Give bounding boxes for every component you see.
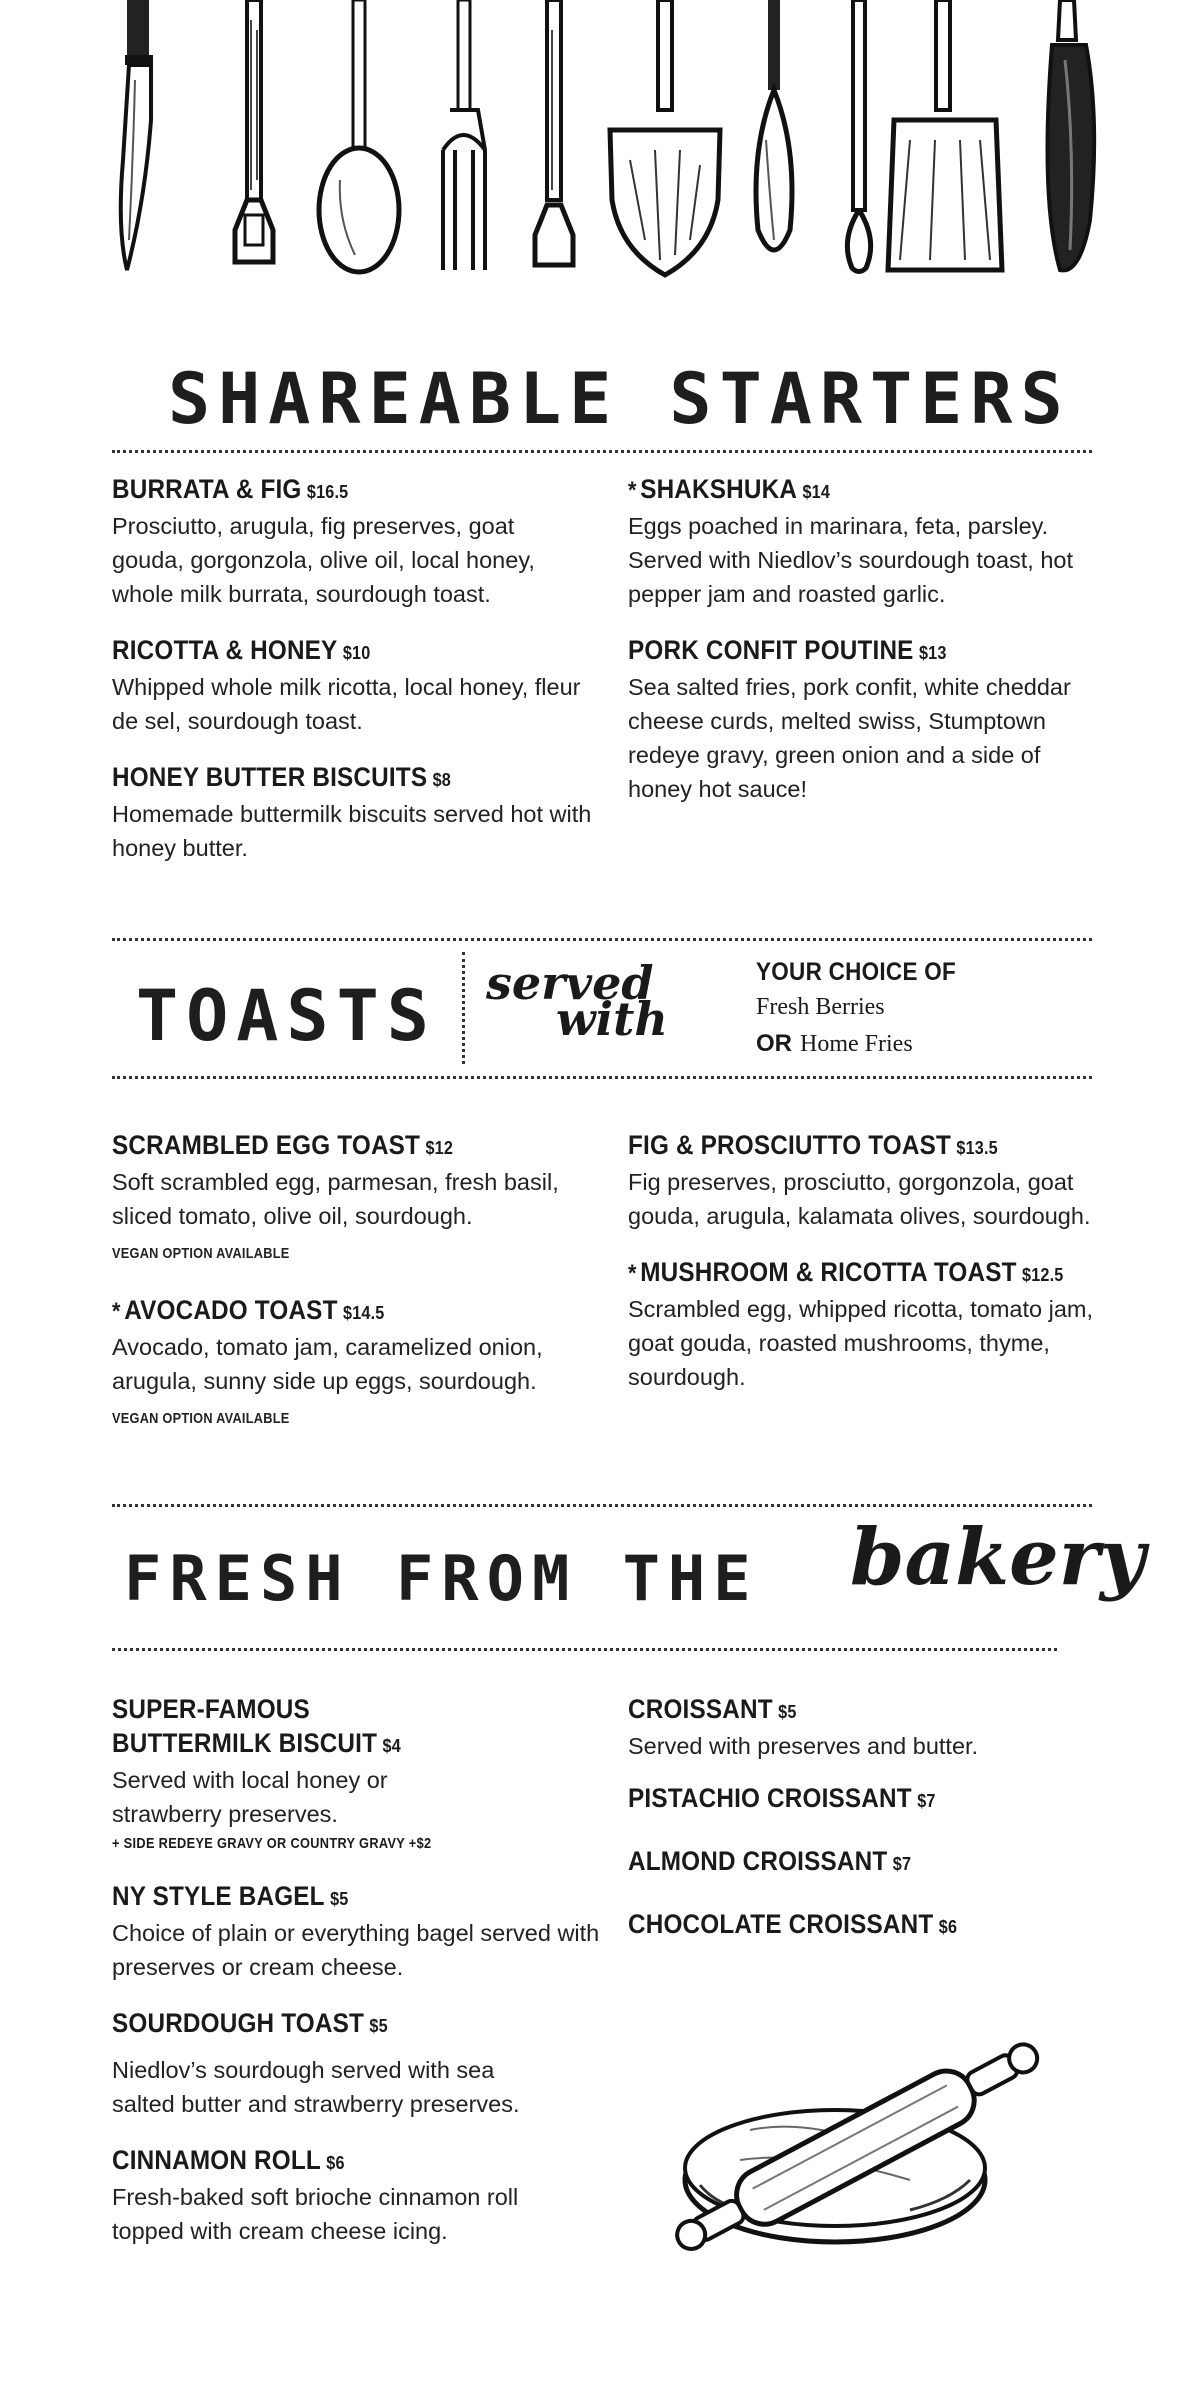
menu-item xyxy=(112,760,592,865)
item-name: PORK CONFIT POUTINE $13 xyxy=(628,635,947,665)
menu-item xyxy=(628,1844,1098,1881)
star-icon: * xyxy=(628,477,637,504)
menu-item xyxy=(112,2143,612,2248)
item-note: + SIDE REDEYE GRAVY OR COUNTRY GRAVY +$2 xyxy=(112,1835,432,1852)
menu-item xyxy=(628,1907,1098,1944)
starters-right-column xyxy=(628,472,1098,828)
menu-item xyxy=(112,633,592,738)
vertical-divider xyxy=(462,952,465,1064)
item-description: Avocado, tomato jam, caramelized onion, arugula, sunny side up eggs, sourdough. VEGAN OPTION AVAILABLE xyxy=(112,1330,612,1436)
item-price: $12 xyxy=(425,1138,454,1158)
or-label: OR xyxy=(756,1030,792,1057)
menu-item xyxy=(628,1781,1098,1818)
toasts-right-column xyxy=(628,1128,1098,1416)
menu-item xyxy=(112,1293,612,1436)
toasts-left-column xyxy=(112,1128,612,1458)
item-price: $7 xyxy=(892,1854,912,1874)
bakery-left-column xyxy=(112,1692,612,2270)
item-description: Sea salted fries, pork confit, white cheddar cheese curds, melted swiss, Stumptown redeye gravy, green onion and a side of honey hot sauce! xyxy=(628,674,1071,802)
item-description: Prosciutto, arugula, fig preserves, goat gouda, gorgonzola, olive oil, local honey, whole milk burrata, sourdough toast. xyxy=(112,513,535,607)
menu-item xyxy=(628,1692,1098,1763)
shovel-handle-icon xyxy=(525,0,585,285)
menu-item xyxy=(112,2006,612,2121)
item-price: $14.5 xyxy=(343,1303,385,1323)
item-price: $7 xyxy=(917,1791,936,1811)
star-icon: * xyxy=(628,1260,637,1287)
menu-item xyxy=(628,1255,1098,1394)
menu-item xyxy=(112,1692,612,1857)
divider xyxy=(112,1648,1057,1651)
item-price: $5 xyxy=(778,1702,797,1722)
garden-spade-icon xyxy=(600,0,730,285)
item-name: CHOCOLATE CROISSANT $6 xyxy=(628,1909,958,1939)
item-name: FIG & PROSCIUTTO TOAST $13.5 xyxy=(628,1130,998,1160)
item-description: Eggs poached in marinara, feta, parsley. Served with Niedlov’s sourdough toast, hot pepper jam and roasted garlic. xyxy=(628,513,1074,607)
item-description: Niedlov’s sourdough served with sea salted butter and strawberry preserves. xyxy=(112,2057,520,2117)
item-price: $14 xyxy=(802,482,831,502)
item-price: $5 xyxy=(369,2016,388,2036)
item-price: $4 xyxy=(382,1736,401,1756)
menu-item xyxy=(628,472,1098,611)
item-name: CROISSANT $5 xyxy=(628,1694,797,1724)
menu-item xyxy=(628,1128,1098,1233)
item-name: NY STYLE BAGEL $5 xyxy=(112,1881,349,1911)
fork-icon xyxy=(425,0,505,285)
bakery-heading: FRESH FROM THE xyxy=(124,1542,759,1615)
item-price: $6 xyxy=(938,1917,958,1937)
loop-tool-icon xyxy=(740,0,810,285)
star-icon: * xyxy=(112,1298,121,1325)
item-description: Choice of plain or everything bagel served with preserves or cream cheese. xyxy=(112,1920,600,1980)
bakery-right-column xyxy=(628,1692,1098,1966)
item-description: Scrambled egg, whipped ricotta, tomato jam, goat gouda, roasted mushrooms, thyme, sourdough. xyxy=(628,1296,1094,1390)
item-name: * SHAKSHUKA $14 xyxy=(628,474,831,504)
menu-item xyxy=(112,1879,612,1984)
item-name: * MUSHROOM & RICOTTA TOAST $12.5 xyxy=(628,1257,1064,1287)
vegan-note: VEGAN OPTION AVAILABLE xyxy=(112,1245,290,1262)
item-description: Whipped whole milk ricotta, local honey, fleur de sel, sourdough toast. xyxy=(112,674,581,734)
item-name-line: SUPER-FAMOUS xyxy=(112,1694,310,1724)
item-price: $12.5 xyxy=(1022,1265,1064,1285)
item-description: Served with preserves and butter. xyxy=(628,1733,979,1759)
item-description: Served with local honey or strawberry preserves. xyxy=(112,1767,388,1827)
flat-shovel-icon xyxy=(880,0,1010,285)
utensils-illustration xyxy=(0,0,1200,290)
item-name: SCRAMBLED EGG TOAST $12 xyxy=(112,1130,454,1160)
trowel-icon xyxy=(225,0,285,285)
knife-icon xyxy=(105,0,175,285)
rolling-pin-icon xyxy=(660,2010,1100,2260)
item-price: $13 xyxy=(918,643,947,663)
item-description: Fresh-baked soft brioche cinnamon roll topped with cream cheese icing. xyxy=(112,2184,519,2244)
divider xyxy=(112,1504,1092,1507)
item-name: BUTTERMILK BISCUIT $4 xyxy=(112,1728,401,1758)
item-description: Homemade buttermilk biscuits served hot with honey butter. xyxy=(112,801,592,861)
item-name: ALMOND CROISSANT $7 xyxy=(628,1846,912,1876)
item-price: $8 xyxy=(432,770,451,790)
item-price: $5 xyxy=(330,1889,349,1909)
menu-item xyxy=(628,633,1098,806)
knife-icon xyxy=(1030,0,1110,285)
choice-option: Fresh Berries xyxy=(756,994,885,1020)
vegan-note: VEGAN OPTION AVAILABLE xyxy=(112,1410,290,1427)
choice-title: YOUR CHOICE OF xyxy=(756,958,957,986)
starters-heading: SHAREABLE STARTERS xyxy=(168,358,1071,440)
item-description: Fig preserves, prosciutto, gorgonzola, goat gouda, arugula, kalamata olives, sourdough. xyxy=(628,1169,1091,1229)
item-name: PISTACHIO CROISSANT $7 xyxy=(628,1783,936,1813)
item-price: $10 xyxy=(342,643,371,663)
item-name: SOURDOUGH TOAST $5 xyxy=(112,2008,388,2038)
divider xyxy=(112,450,1092,453)
divider xyxy=(112,938,1092,941)
item-description: Soft scrambled egg, parmesan, fresh basil, sliced tomato, olive oil, sourdough. VEGAN OPTION AVAILABLE xyxy=(112,1165,612,1271)
served-with-script: served with xyxy=(486,956,668,1046)
item-name: * AVOCADO TOAST $14.5 xyxy=(112,1295,385,1325)
item-price: $16.5 xyxy=(306,482,349,502)
item-price: $6 xyxy=(326,2153,345,2173)
item-name: BURRATA & FIG $16.5 xyxy=(112,474,349,504)
spoon-icon xyxy=(310,0,410,285)
menu-item xyxy=(112,472,592,611)
toasts-heading: TOASTS xyxy=(136,975,437,1057)
item-name: RICOTTA & HONEY $10 xyxy=(112,635,371,665)
divider xyxy=(112,1076,1092,1079)
item-price: $13.5 xyxy=(956,1138,998,1158)
bakery-script: bakery xyxy=(850,1512,1146,1603)
choice-option: OR Home Fries xyxy=(756,1030,913,1057)
menu-item xyxy=(112,1128,612,1271)
item-name: HONEY BUTTER BISCUITS $8 xyxy=(112,762,451,792)
starters-left-column xyxy=(112,472,592,887)
item-name: CINNAMON ROLL $6 xyxy=(112,2145,345,2175)
